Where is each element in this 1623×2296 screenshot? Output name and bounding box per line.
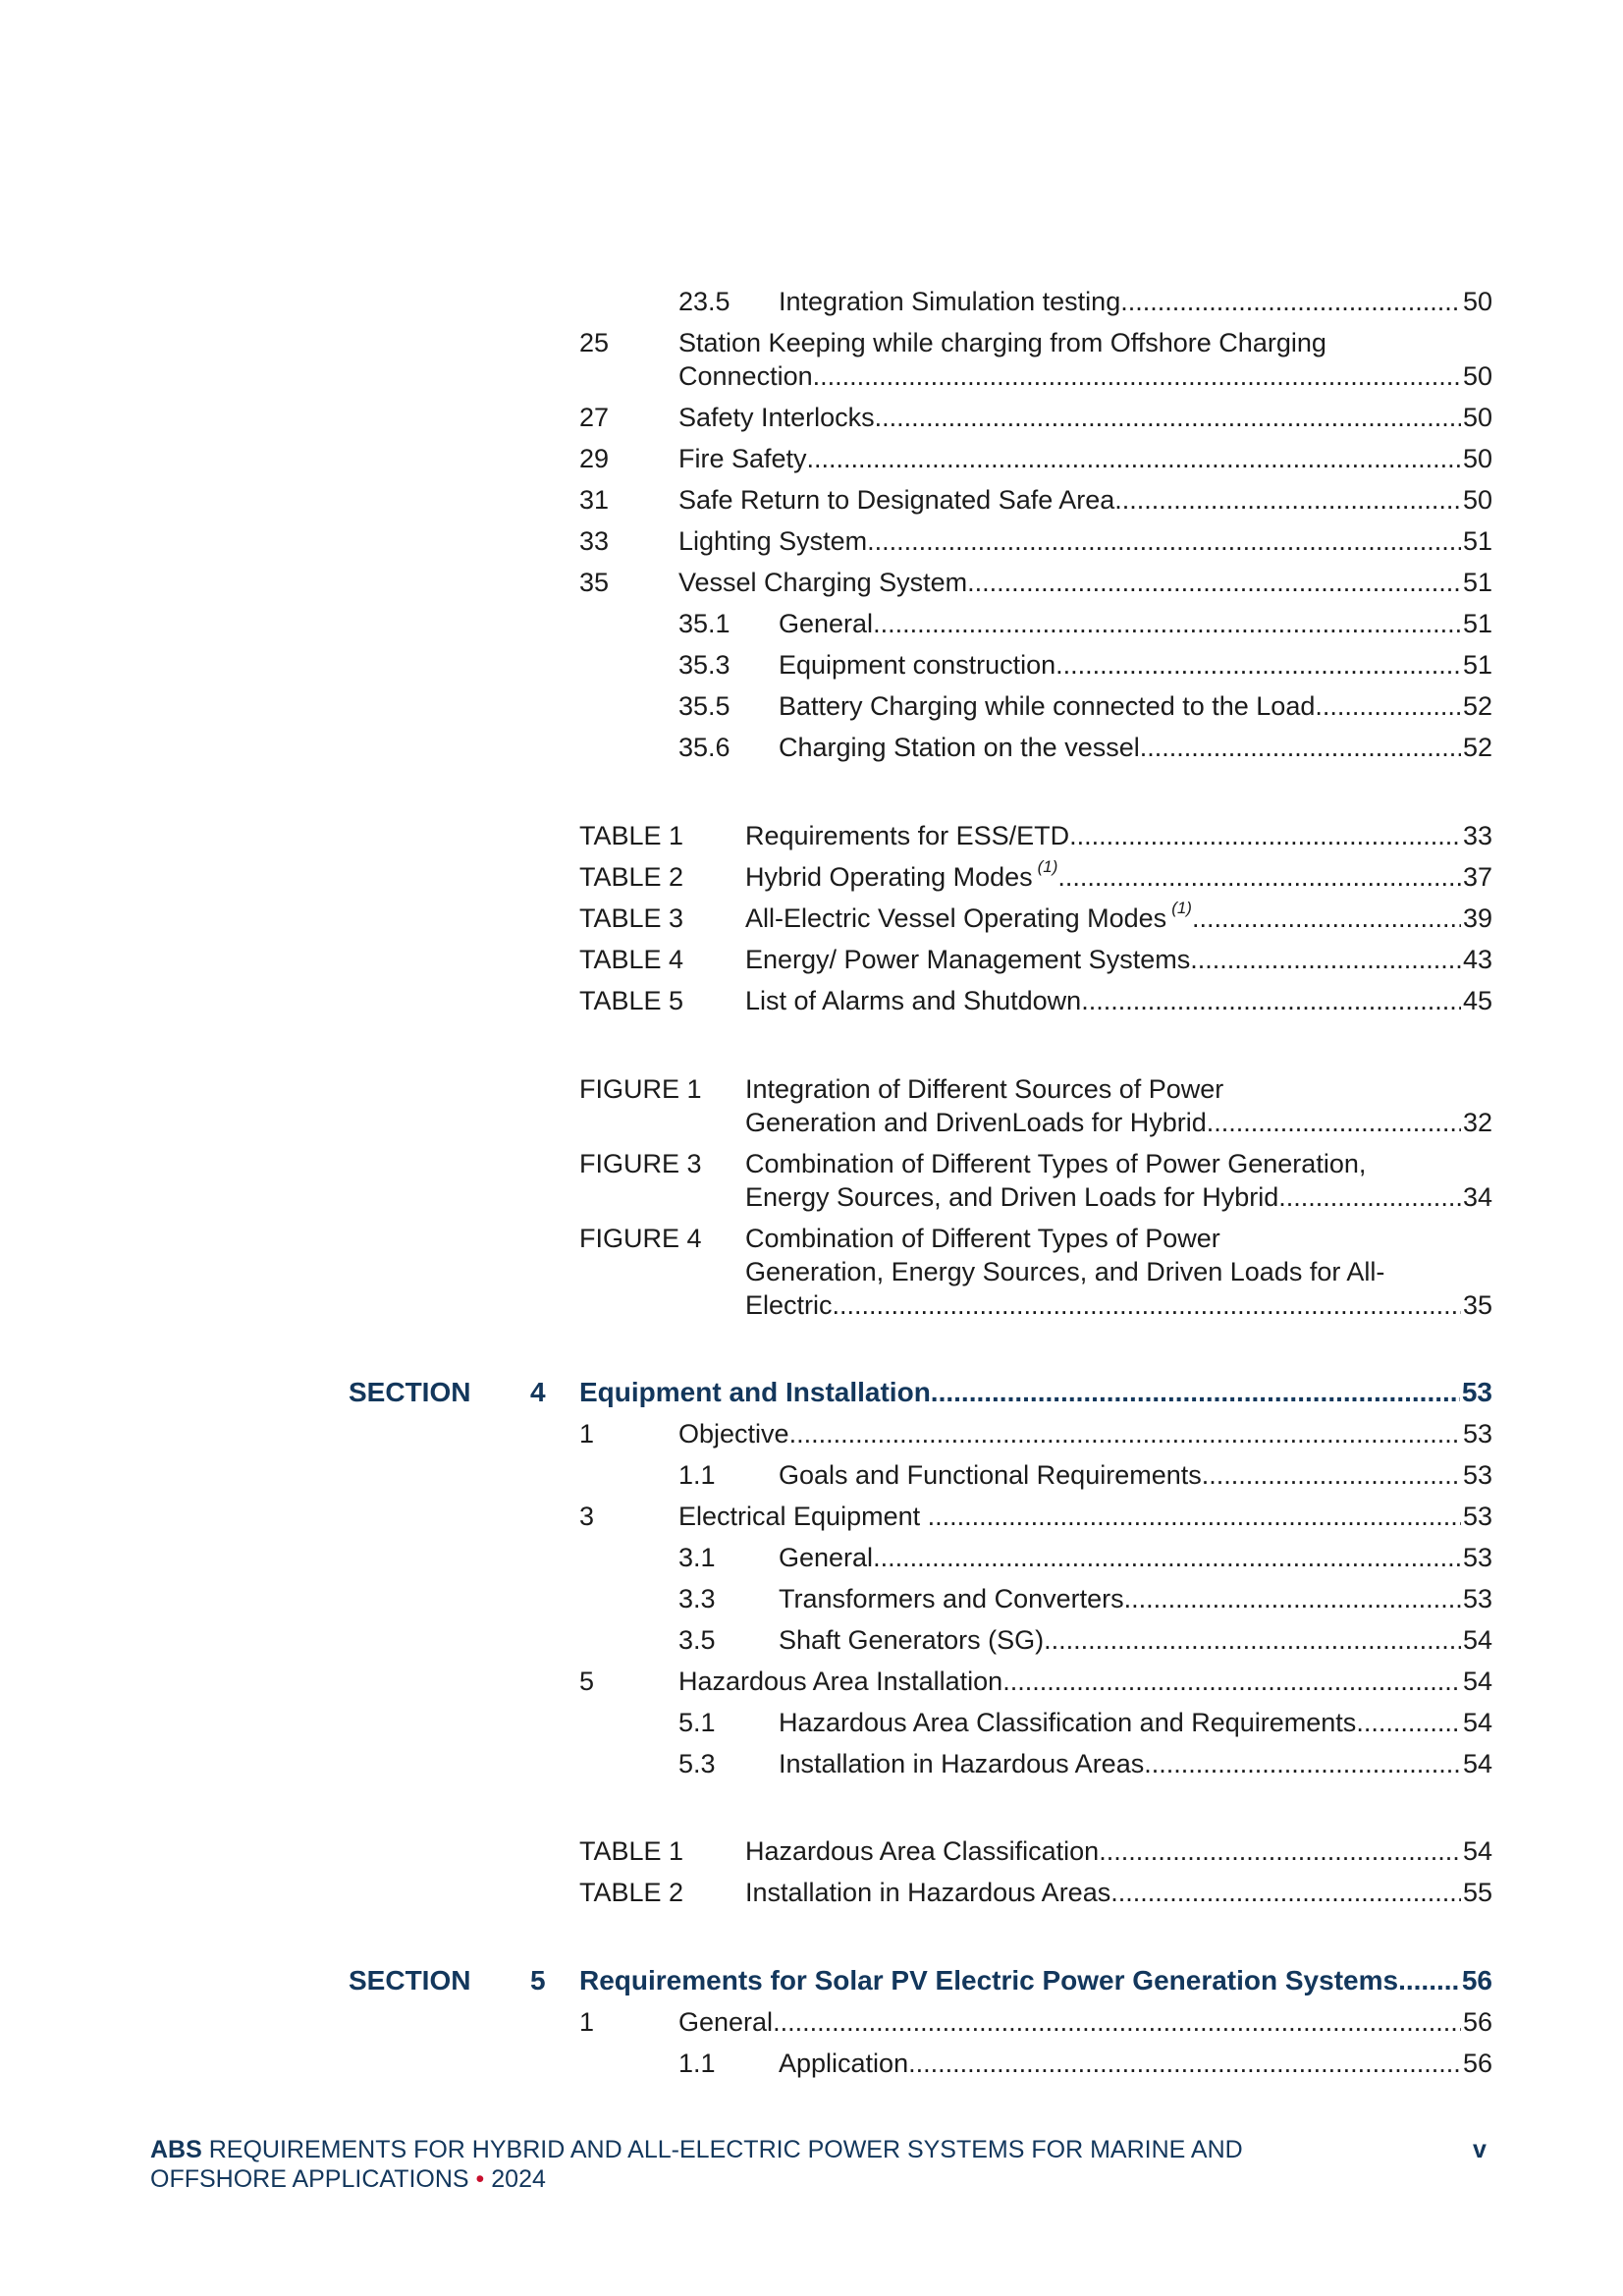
- section-number: 5: [530, 1965, 546, 1995]
- toc-entry[interactable]: [0, 1541, 1492, 1574]
- entry-number: 1: [579, 1419, 595, 1449]
- toc-entry[interactable]: [0, 326, 1492, 393]
- entry-page: 54: [1462, 1708, 1492, 1737]
- entry-number: 5.1: [678, 1708, 716, 1737]
- figure-entry[interactable]: [0, 1147, 1492, 1214]
- figure-title-line: Integration of Different Sources of Power: [745, 1074, 1224, 1104]
- dot-leader: [1120, 285, 1461, 318]
- dot-leader: [1114, 483, 1461, 517]
- section-label: SECTION: [349, 1377, 471, 1407]
- dot-leader: [967, 566, 1461, 599]
- section-heading[interactable]: [0, 1964, 1492, 1997]
- figure-label: FIGURE 3: [579, 1149, 702, 1178]
- entry-title: Electrical Equipment: [678, 1502, 928, 1531]
- entry-number: 25: [579, 328, 610, 357]
- dot-leader: [1202, 1458, 1461, 1492]
- table-label: TABLE 1: [579, 1836, 684, 1866]
- dot-leader: [789, 1417, 1461, 1450]
- dot-leader: [908, 2047, 1461, 2080]
- table-title: Energy/ Power Management Systems: [745, 945, 1191, 974]
- footer-separator: •: [468, 2165, 492, 2193]
- table-title: Hybrid Operating Modes: [745, 862, 1033, 892]
- entry-page: 56: [1462, 2049, 1492, 2078]
- table-label: TABLE 5: [579, 986, 684, 1015]
- footer-year: 2024: [491, 2165, 546, 2193]
- dot-leader: [1140, 731, 1461, 764]
- entry-number: 35.1: [678, 609, 730, 638]
- dot-leader: [1044, 1623, 1461, 1657]
- dot-leader: [1055, 648, 1461, 682]
- toc-entry[interactable]: [0, 689, 1492, 723]
- entry-number: 35.5: [678, 691, 730, 721]
- toc-entry[interactable]: [0, 1417, 1492, 1450]
- toc-entry[interactable]: [0, 2005, 1492, 2039]
- toc-entry[interactable]: [0, 1582, 1492, 1615]
- entry-page: 52: [1462, 691, 1492, 721]
- figure-label: FIGURE 1: [579, 1074, 702, 1104]
- toc-entry[interactable]: [0, 2047, 1492, 2080]
- toc-entry[interactable]: [0, 285, 1492, 318]
- entry-number: 27: [579, 403, 610, 432]
- toc-entry[interactable]: [0, 1665, 1492, 1698]
- dot-leader: [1190, 943, 1461, 976]
- footer-title-2: OFFSHORE APPLICATIONS: [150, 2165, 469, 2193]
- entry-number: 1.1: [678, 1460, 716, 1490]
- toc-entry[interactable]: [0, 566, 1492, 599]
- dot-leader: [1110, 1876, 1461, 1909]
- toc-entry[interactable]: [0, 1747, 1492, 1780]
- table-label: TABLE 1: [579, 821, 684, 850]
- dot-leader: [931, 1376, 1460, 1409]
- entry-page: 54: [1462, 1667, 1492, 1696]
- entry-page: 52: [1462, 733, 1492, 762]
- footer-line-2: [150, 2164, 1243, 2194]
- toc-entry[interactable]: [0, 1458, 1492, 1492]
- entry-title: Transformers and Converters: [779, 1584, 1124, 1613]
- table-entry[interactable]: [0, 899, 1492, 935]
- entry-page: 56: [1461, 1965, 1492, 1995]
- entry-page: 43: [1462, 945, 1492, 974]
- entry-title: Vessel Charging System: [678, 568, 968, 597]
- entry-number: 5.3: [678, 1749, 716, 1778]
- entry-title: Integration Simulation testing: [779, 287, 1121, 316]
- entry-title: Hazardous Area Classification and Requirements: [779, 1708, 1357, 1737]
- entry-number: 29: [579, 444, 610, 473]
- table-label: TABLE 2: [579, 862, 684, 892]
- figure-title-line: Generation, Energy Sources, and Driven Loads for All-: [745, 1257, 1385, 1286]
- dot-leader: [1057, 860, 1461, 894]
- figure-title-line: Energy Sources, and Driven Loads for Hybrid: [745, 1182, 1279, 1212]
- entry-title: Fire Safety: [678, 444, 807, 473]
- dot-leader: [813, 359, 1461, 393]
- dot-leader: [1278, 1180, 1461, 1214]
- table-entry[interactable]: [0, 819, 1492, 852]
- entry-number: 31: [579, 485, 610, 515]
- toc-entry[interactable]: [0, 524, 1492, 558]
- dot-leader: [1398, 1964, 1460, 1997]
- entry-page: 51: [1462, 526, 1492, 556]
- table-title: All-Electric Vessel Operating Modes: [745, 903, 1167, 933]
- entry-page: 34: [1462, 1182, 1492, 1212]
- table-entry[interactable]: [0, 857, 1492, 894]
- table-title: Requirements for ESS/ETD: [745, 821, 1070, 850]
- figure-title-line: Combination of Different Types of Power: [745, 1224, 1220, 1253]
- footnote-marker: (1): [1171, 899, 1192, 917]
- entry-title: Safe Return to Designated Safe Area: [678, 485, 1115, 515]
- entry-title: Safety Interlocks: [678, 403, 875, 432]
- table-entry[interactable]: [0, 943, 1492, 976]
- dot-leader: [1315, 689, 1461, 723]
- dot-leader: [1356, 1706, 1461, 1739]
- figure-title-line: Generation and DrivenLoads for Hybrid: [745, 1108, 1207, 1137]
- page-footer: [150, 2135, 1243, 2194]
- toc-entry[interactable]: [0, 731, 1492, 764]
- section-title: Requirements for Solar PV Electric Power Generation Systems: [579, 1965, 1399, 1995]
- table-label: TABLE 2: [579, 1878, 684, 1907]
- dot-leader: [1124, 1582, 1461, 1615]
- entry-page: 53: [1461, 1377, 1492, 1407]
- figure-title-line: Combination of Different Types of Power Generation,: [745, 1149, 1367, 1178]
- entry-page: 45: [1462, 986, 1492, 1015]
- dot-leader: [928, 1500, 1461, 1533]
- entry-page: 53: [1462, 1543, 1492, 1572]
- footer-line-1: [150, 2135, 1243, 2164]
- dot-leader: [1144, 1747, 1461, 1780]
- footer-title-1: REQUIREMENTS FOR HYBRID AND ALL-ELECTRIC POWER SYSTEMS FOR MARINE AND: [201, 2136, 1243, 2163]
- entry-page: 50: [1462, 485, 1492, 515]
- entry-page: 37: [1462, 862, 1492, 892]
- dot-leader: [1081, 984, 1461, 1017]
- table-entry[interactable]: [0, 984, 1492, 1017]
- table-title: List of Alarms and Shutdown: [745, 986, 1082, 1015]
- entry-page: 53: [1462, 1502, 1492, 1531]
- entry-number: 23.5: [678, 287, 730, 316]
- entry-page: 39: [1462, 903, 1492, 933]
- toc-entry[interactable]: [0, 401, 1492, 434]
- section-heading[interactable]: [0, 1376, 1492, 1409]
- entry-title: General: [779, 609, 874, 638]
- entry-page: 50: [1462, 361, 1492, 391]
- entry-page: 53: [1462, 1460, 1492, 1490]
- entry-page: 53: [1462, 1584, 1492, 1613]
- entry-number: 1: [579, 2007, 595, 2037]
- entry-number: 5: [579, 1667, 595, 1696]
- entry-page: 56: [1462, 2007, 1492, 2037]
- entry-number: 1.1: [678, 2049, 716, 2078]
- entry-number: 3.3: [678, 1584, 716, 1613]
- entry-page: 32: [1462, 1108, 1492, 1137]
- entry-page: 51: [1462, 568, 1492, 597]
- entry-title: Goals and Functional Requirements: [779, 1460, 1202, 1490]
- entry-page: 54: [1462, 1836, 1492, 1866]
- dot-leader: [867, 524, 1461, 558]
- dot-leader: [873, 1541, 1461, 1574]
- figure-title-line: Electric: [745, 1290, 833, 1320]
- entry-page: 53: [1462, 1419, 1492, 1449]
- entry-title: Lighting System: [678, 526, 868, 556]
- toc-entry[interactable]: [0, 442, 1492, 475]
- entry-title: Application: [779, 2049, 909, 2078]
- entry-number: 3.1: [678, 1543, 716, 1572]
- entry-title: Charging Station on the vessel: [779, 733, 1140, 762]
- section-title: Equipment and Installation: [579, 1377, 931, 1407]
- entry-title: Battery Charging while connected to the Load: [779, 691, 1316, 721]
- dot-leader: [807, 442, 1461, 475]
- entry-page: 50: [1462, 287, 1492, 316]
- entry-page: 33: [1462, 821, 1492, 850]
- entry-title: Installation in Hazardous Areas: [779, 1749, 1145, 1778]
- entry-title: Hazardous Area Installation: [678, 1667, 1003, 1696]
- toc-entry[interactable]: [0, 1500, 1492, 1533]
- dot-leader: [1069, 819, 1461, 852]
- dot-leader: [875, 401, 1461, 434]
- section-label: SECTION: [349, 1965, 471, 1995]
- entry-title: Objective: [678, 1419, 789, 1449]
- entry-title-line: Connection: [678, 361, 813, 391]
- entry-page: 55: [1462, 1878, 1492, 1907]
- dot-leader: [833, 1288, 1461, 1322]
- figure-label: FIGURE 4: [579, 1224, 702, 1253]
- dot-leader: [873, 607, 1461, 640]
- section-number: 4: [530, 1377, 546, 1407]
- entry-page: 51: [1462, 650, 1492, 680]
- table-title: Hazardous Area Classification: [745, 1836, 1100, 1866]
- entry-page: 50: [1462, 444, 1492, 473]
- footnote-marker: (1): [1037, 857, 1058, 876]
- entry-page: 50: [1462, 403, 1492, 432]
- entry-page: 54: [1462, 1625, 1492, 1655]
- table-label: TABLE 3: [579, 903, 684, 933]
- dot-leader: [1207, 1106, 1461, 1139]
- entry-page: 51: [1462, 609, 1492, 638]
- page-number: v: [1473, 2136, 1487, 2163]
- table-entry[interactable]: [0, 1876, 1492, 1909]
- toc-entry[interactable]: [0, 1623, 1492, 1657]
- figure-entry[interactable]: [0, 1072, 1492, 1139]
- entry-page: 54: [1462, 1749, 1492, 1778]
- dot-leader: [1099, 1834, 1461, 1868]
- figure-entry[interactable]: [0, 1222, 1492, 1322]
- entry-title: General: [678, 2007, 774, 2037]
- table-label: TABLE 4: [579, 945, 684, 974]
- dot-leader: [773, 2005, 1461, 2039]
- entry-number: 35: [579, 568, 610, 597]
- entry-title: Shaft Generators (SG): [779, 1625, 1045, 1655]
- entry-page: 35: [1462, 1290, 1492, 1320]
- entry-number: 33: [579, 526, 610, 556]
- toc-entry[interactable]: [0, 483, 1492, 517]
- table-title: Installation in Hazardous Areas: [745, 1878, 1111, 1907]
- brand-name: ABS: [150, 2136, 202, 2163]
- entry-number: 3.5: [678, 1625, 716, 1655]
- entry-title-line: Station Keeping while charging from Offshore Charging: [678, 328, 1326, 357]
- toc-entry[interactable]: [0, 1706, 1492, 1739]
- entry-number: 35.3: [678, 650, 730, 680]
- toc-entry[interactable]: [0, 607, 1492, 640]
- entry-number: 3: [579, 1502, 595, 1531]
- entry-title: General: [779, 1543, 874, 1572]
- entry-title: Equipment construction: [779, 650, 1056, 680]
- dot-leader: [1192, 902, 1461, 935]
- dot-leader: [1002, 1665, 1461, 1698]
- entry-number: 35.6: [678, 733, 730, 762]
- table-entry[interactable]: [0, 1834, 1492, 1868]
- toc-entry[interactable]: [0, 648, 1492, 682]
